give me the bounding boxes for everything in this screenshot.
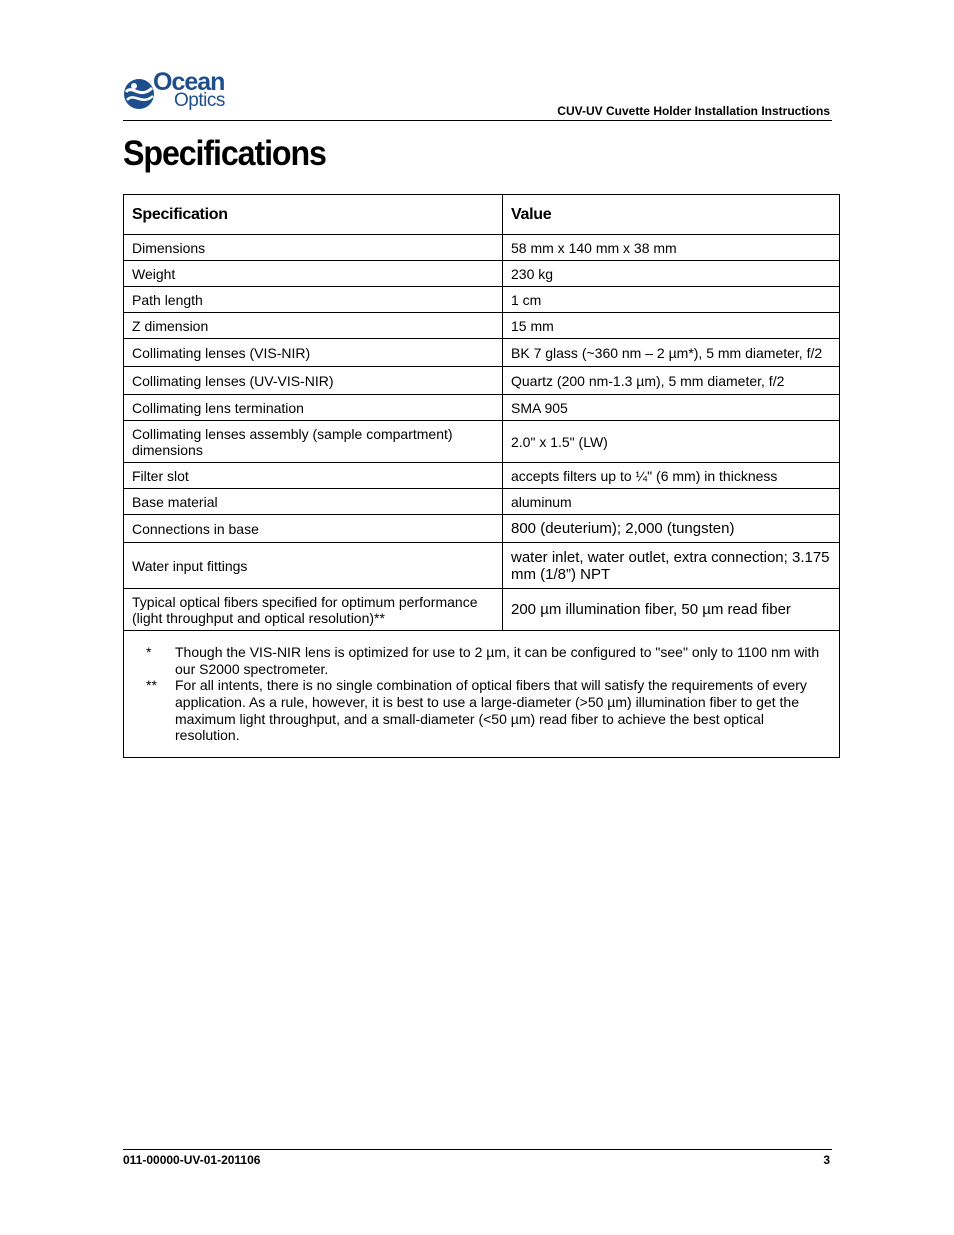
spec-name: Typical optical fibers specified for optimum performance (light throughput and optical resolution)** [124, 589, 503, 631]
table-row [124, 235, 840, 261]
spec-name: Collimating lenses (UV-VIS-NIR) [124, 367, 503, 395]
spec-value: 15 mm [503, 313, 840, 339]
page-title: Specifications [123, 134, 326, 173]
spec-name: Connections in base [124, 515, 503, 543]
table-row [124, 339, 840, 367]
spec-value: 230 kg [503, 261, 840, 287]
table-row [124, 261, 840, 287]
table-row [124, 589, 840, 631]
spec-value: 2.0" x 1.5" (LW) [503, 421, 840, 463]
spec-name: Filter slot [124, 463, 503, 489]
table-row [124, 421, 840, 463]
spec-name: Dimensions [124, 235, 503, 261]
table-row [124, 287, 840, 313]
table-row [124, 463, 840, 489]
spec-name: Base material [124, 489, 503, 515]
spec-value: water inlet, water outlet, extra connection; 3.175 mm (1/8”) NPT [503, 543, 840, 589]
specifications-table [123, 194, 840, 758]
table-row [124, 367, 840, 395]
column-header-specification: Specification [124, 195, 503, 235]
table-row [124, 489, 840, 515]
spec-name: Collimating lens termination [124, 395, 503, 421]
spec-name: Path length [124, 287, 503, 313]
spec-value: 1 cm [503, 287, 840, 313]
spec-name: Collimating lenses assembly (sample compartment) dimensions [124, 421, 503, 463]
spec-name: Weight [124, 261, 503, 287]
footnote-marker: ** [146, 677, 157, 694]
spec-value: BK 7 glass (~360 nm – 2 µm*), 5 mm diameter, f/2 [503, 339, 840, 367]
table-row [124, 543, 840, 589]
header-divider [123, 120, 832, 121]
footnote-marker: * [146, 644, 152, 661]
spec-name: Collimating lenses (VIS-NIR) [124, 339, 503, 367]
footnote-text: For all intents, there is no single combination of optical fibers that will satisfy the requirements of every application. As a rule, however, it is best to use a large-diameter (>50 µm) illumination fiber to get the maximum light throughput, and a small-diameter (<50 µm) read fiber to achieve the best optical resolution. [175, 677, 807, 744]
table-header-row [124, 195, 840, 235]
document-number: 011-00000-UV-01-201106 [123, 1153, 261, 1167]
footnote [132, 644, 831, 677]
wave-globe-icon [122, 72, 156, 114]
spec-name: Water input fittings [124, 543, 503, 589]
table-row [124, 395, 840, 421]
spec-value: 200 µm illumination fiber, 50 µm read fiber [503, 589, 840, 631]
spec-value: accepts filters up to ¼" (6 mm) in thickness [503, 463, 840, 489]
footnote [132, 677, 831, 743]
page-number: 3 [823, 1153, 830, 1167]
spec-value: 800 (deuterium); 2,000 (tungsten) [503, 515, 840, 543]
footnote-text: Though the VIS-NIR lens is optimized for use to 2 µm, it can be configured to "see" only to 1100 nm with our S2000 spectrometer. [175, 644, 820, 677]
logo-word-ocean: Ocean [153, 68, 225, 96]
spec-value: Quartz (200 nm-1.3 µm), 5 mm diameter, f/2 [503, 367, 840, 395]
table-row [124, 515, 840, 543]
spec-value: SMA 905 [503, 395, 840, 421]
spec-value: 58 mm x 140 mm x 38 mm [503, 235, 840, 261]
document-title: CUV-UV Cuvette Holder Installation Instructions [557, 104, 830, 118]
spec-value: aluminum [503, 489, 840, 515]
column-header-value: Value [503, 195, 840, 235]
logo-word-optics: Optics [174, 90, 225, 111]
spec-name: Z dimension [124, 313, 503, 339]
table-notes [124, 631, 840, 758]
table-row [124, 313, 840, 339]
ocean-optics-logo [122, 70, 242, 118]
table-notes-row [124, 631, 840, 758]
footer-divider [123, 1149, 832, 1150]
